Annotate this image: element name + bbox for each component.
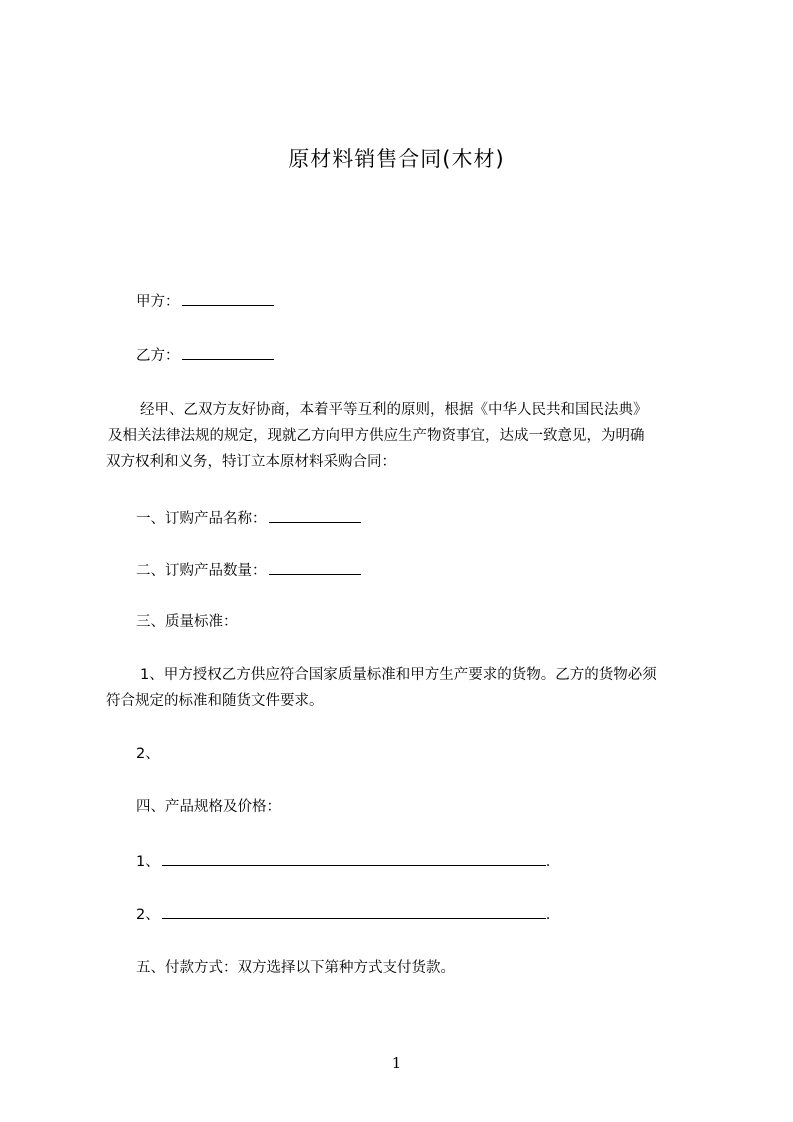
spec-item-2-blank[interactable]	[162, 904, 546, 919]
page-number: 1	[391, 1054, 402, 1072]
party-a-label: 甲方：	[136, 294, 180, 310]
section-payment-method: 五、付款方式：双方选择以下第种方式支付货款。	[136, 960, 455, 976]
party-b-label: 乙方：	[136, 348, 180, 364]
section-product-quantity	[136, 560, 361, 581]
quality-item-1-line: 符合规定的标准和随货文件要求。	[106, 693, 324, 709]
product-quantity-blank[interactable]	[269, 560, 361, 575]
quality-item-2: 2、	[136, 746, 160, 762]
section-product-name	[136, 508, 361, 529]
spec-item-2-suffix: .	[545, 907, 551, 923]
spec-item-1-suffix: .	[545, 854, 551, 870]
section-quality-standard: 三、质量标准：	[136, 614, 238, 630]
section-product-quantity-label: 二、订购产品数量：	[136, 563, 267, 579]
section-spec-price: 四、产品规格及价格：	[136, 799, 281, 815]
spec-item-1-blank[interactable]	[162, 851, 546, 866]
spec-item-2	[136, 904, 550, 925]
quality-item-1-line: 1、甲方授权乙方供应符合国家质量标准和甲方生产要求的货物。乙方的货物必须	[140, 667, 657, 683]
spec-item-2-prefix: 2、	[136, 907, 160, 923]
intro-paragraph	[106, 397, 712, 475]
spec-item-1	[136, 851, 550, 872]
section-product-name-label: 一、订购产品名称：	[136, 511, 267, 527]
intro-line: 双方权利和义务，特订立本原材料采购合同：	[106, 454, 396, 470]
party-b-blank[interactable]	[182, 345, 274, 360]
party-a-blank[interactable]	[182, 291, 274, 306]
spec-item-1-prefix: 1、	[136, 854, 160, 870]
party-b-line	[136, 345, 274, 366]
intro-line: 及相关法律法规的规定，现就乙方向甲方供应生产物资事宜，达成一致意见，为明确	[108, 428, 645, 444]
party-a-line	[136, 291, 274, 312]
product-name-blank[interactable]	[269, 508, 361, 523]
quality-item-1	[106, 662, 712, 714]
intro-line: 经甲、乙双方友好协商，本着平等互利的原则，根据《中华人民共和国民法典》	[140, 402, 648, 418]
document-title: 原材料销售合同(木材)	[288, 147, 505, 171]
